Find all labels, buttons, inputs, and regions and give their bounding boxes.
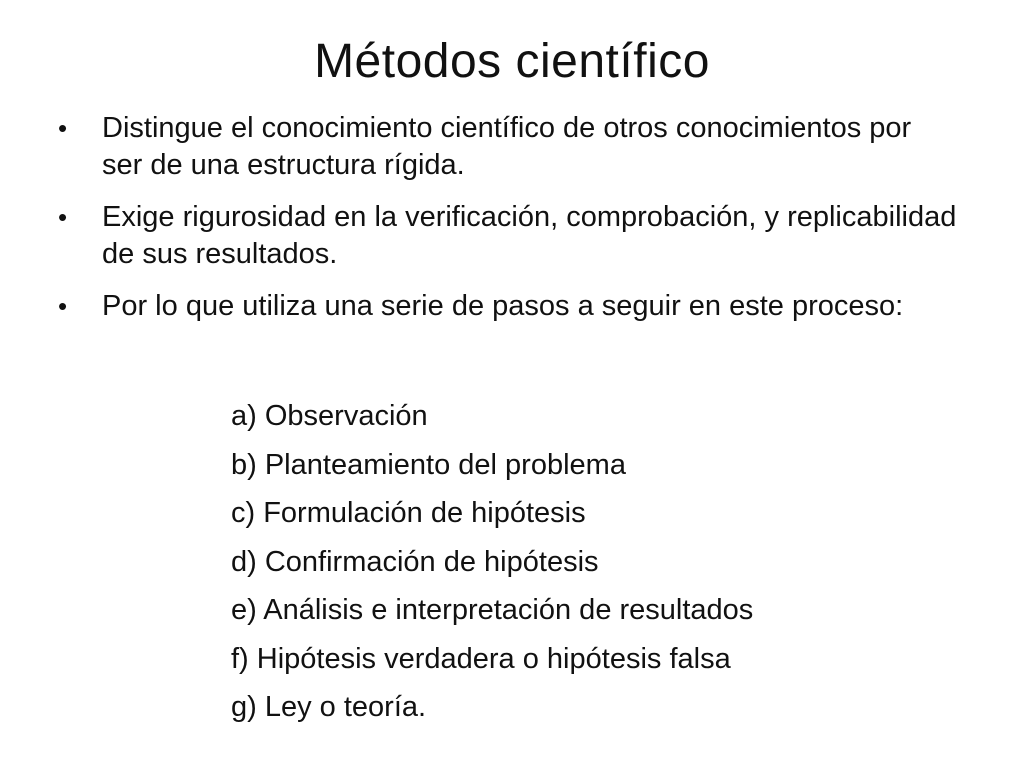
bullet-marker: •	[58, 113, 68, 143]
step-item: g) Ley o teoría.	[231, 691, 427, 723]
step-item: a) Observación	[231, 400, 428, 432]
step-item: e) Análisis e interpretación de resultados	[231, 594, 754, 626]
steps-list	[231, 392, 753, 732]
step-item: d) Confirmación de hipótesis	[231, 545, 599, 578]
bullet-item	[58, 288, 958, 325]
bullet-marker: •	[58, 202, 68, 232]
bullet-text: Distingue el conocimiento científico de otros conocimientos por ser de una estructura rígida.	[102, 112, 912, 181]
step-item: f) Hipótesis verdadera o hipótesis falsa	[231, 642, 731, 675]
step-item: c) Formulación de hipótesis	[231, 497, 586, 529]
bullet-text: Por lo que utiliza una serie de pasos a seguir en este proceso:	[102, 290, 904, 322]
step-item: b) Planteamiento del problema	[231, 448, 626, 481]
bullet-list	[58, 110, 958, 340]
slide-title: Métodos científico	[314, 35, 710, 88]
bullet-item	[58, 199, 958, 273]
bullet-text: Exige rigurosidad en la verificación, comprobación, y replicabilidad de sus resultados.	[102, 201, 957, 270]
bullet-item	[58, 110, 958, 184]
bullet-marker: •	[58, 291, 68, 321]
